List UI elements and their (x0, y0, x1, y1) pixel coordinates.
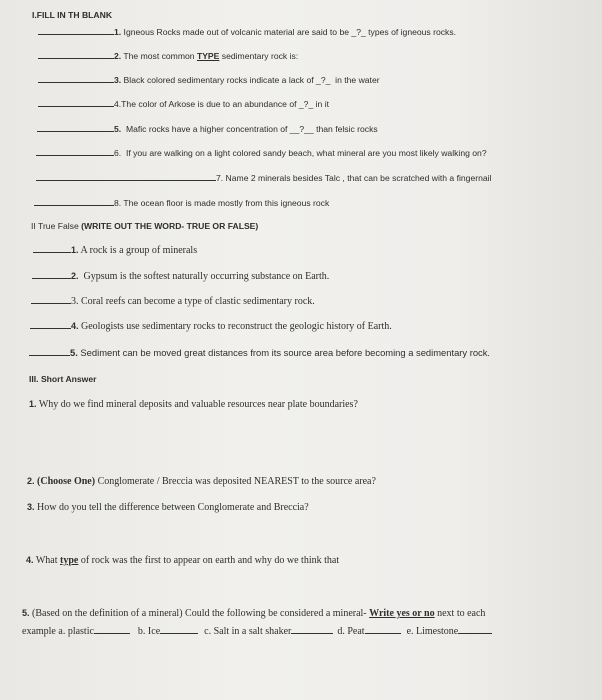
item-text: Mafic rocks have a higher concentration of __?__ than felsic rocks (121, 124, 378, 134)
item-text: next to each (434, 608, 486, 619)
answer-blank[interactable] (33, 244, 71, 253)
section-3-title: III. Short Answer (29, 374, 97, 384)
item-text: Igneous Rocks made out of volcanic material are said to be _?_ types of igneous rocks. (121, 27, 457, 37)
section-2-title (31, 221, 258, 231)
answer-blank[interactable] (37, 123, 114, 132)
title-text: II True False (31, 221, 82, 231)
item-text: What (33, 555, 60, 566)
fill-item-1 (38, 26, 456, 37)
short-answer-4 (26, 555, 339, 566)
item-number: 6. (114, 148, 122, 158)
item-text: Conglomerate / Breccia was deposited NEAREST to the source area? (95, 476, 376, 487)
answer-blank[interactable] (365, 625, 401, 634)
item-text: Why do we find mineral deposits and valuable resources near plate boundaries? (36, 399, 358, 410)
item-emphasis: Write yes or no (369, 608, 435, 619)
tf-item-5 (29, 347, 490, 358)
fill-item-6 (36, 147, 487, 158)
answer-blank[interactable] (94, 625, 130, 634)
item-text: of rock was the first to appear on earth and why do we think that (78, 555, 340, 566)
item-text: (Based on the definition of a mineral) Could the following be considered a mineral- (29, 608, 370, 619)
item-emphasis: (Choose One) (34, 476, 96, 487)
item-text: The ocean floor is made mostly from this igneous rock (121, 198, 330, 208)
option-label: e. Limestone (406, 626, 459, 637)
tf-item-4 (30, 320, 392, 332)
fill-item-8 (34, 197, 329, 208)
item-number: 4. (26, 555, 34, 565)
option-label: c. Salt in a salt shaker (204, 626, 292, 637)
item-text: The color of Arkose is due to an abundance of _?_ in it (121, 99, 329, 109)
fill-item-2 (38, 50, 298, 61)
answer-blank[interactable] (29, 347, 70, 356)
tf-item-3 (31, 295, 315, 307)
item-emphasis: TYPE (196, 51, 220, 61)
short-answer-5-options (22, 625, 492, 637)
item-number: 3. (27, 502, 35, 512)
option-label: d. Peat (337, 626, 365, 637)
item-text: If you are walking on a light colored sandy beach, what mineral are you most likely walking on? (121, 148, 487, 158)
answer-blank[interactable] (291, 625, 333, 634)
tf-item-1 (33, 244, 197, 256)
item-number: 4. (71, 321, 79, 331)
option-label: b. Ice (137, 626, 161, 637)
fill-item-5 (37, 123, 378, 134)
answer-blank[interactable] (38, 50, 114, 59)
answer-blank[interactable] (458, 625, 492, 634)
option-label: a. plastic (58, 626, 94, 637)
short-answer-3 (27, 502, 309, 513)
tf-item-2 (32, 270, 329, 282)
fill-item-7 (36, 172, 491, 183)
item-number: 5. (70, 347, 78, 358)
title-instruction: (WRITE OUT THE WORD- TRUE OR FALSE) (81, 221, 259, 231)
item-number: 2. (71, 271, 79, 281)
item-number: 5. (22, 608, 30, 618)
answer-blank[interactable] (38, 98, 114, 107)
answer-blank[interactable] (36, 147, 114, 156)
short-answer-2 (27, 476, 376, 487)
answer-blank[interactable] (32, 270, 71, 279)
item-text: Black colored sedimentary rocks indicate a lack of _?_ in the water (121, 75, 380, 85)
item-text: The most common (121, 51, 197, 61)
item-text: Name 2 minerals besides Talc , that can be scratched with a fingernail (223, 173, 492, 183)
item-number: 1. (114, 27, 122, 37)
item-text: example (22, 626, 59, 637)
item-text: Coral reefs can become a type of clastic sedimentary rock. (78, 296, 315, 307)
item-number: 1. (71, 245, 79, 255)
fill-item-4 (38, 98, 329, 109)
item-text: Sediment can be moved great distances from its source area before becoming a sedimentary rock. (77, 347, 491, 358)
item-text: Geologists use sedimentary rocks to reconstruct the geologic history of Earth. (78, 321, 392, 332)
item-text: Gypsum is the softest naturally occurring substance on Earth. (78, 271, 330, 282)
answer-blank[interactable] (36, 172, 216, 181)
item-number: 1. (29, 399, 37, 409)
item-number: 2. (114, 51, 122, 61)
item-number: 2. (27, 476, 35, 486)
fill-item-3 (38, 74, 380, 85)
answer-blank[interactable] (38, 74, 114, 83)
item-emphasis: type (60, 555, 79, 566)
short-answer-5 (22, 608, 485, 619)
answer-blank[interactable] (31, 295, 71, 304)
item-text: A rock is a group of minerals (78, 245, 198, 256)
item-number: 4. (114, 99, 122, 109)
answer-blank[interactable] (34, 197, 114, 206)
item-number: 7. (216, 173, 224, 183)
item-number: 3. (71, 296, 79, 307)
answer-blank[interactable] (160, 625, 198, 634)
item-number: 5. (114, 124, 122, 134)
short-answer-1 (29, 399, 358, 410)
item-number: 8. (114, 198, 122, 208)
item-text: sedimentary rock is: (219, 51, 299, 61)
answer-blank[interactable] (38, 26, 114, 35)
item-text: How do you tell the difference between Conglomerate and Breccia? (34, 502, 309, 513)
item-number: 3. (114, 75, 122, 85)
section-1-title: I.FILL IN TH BLANK (32, 10, 113, 20)
answer-blank[interactable] (30, 320, 71, 329)
